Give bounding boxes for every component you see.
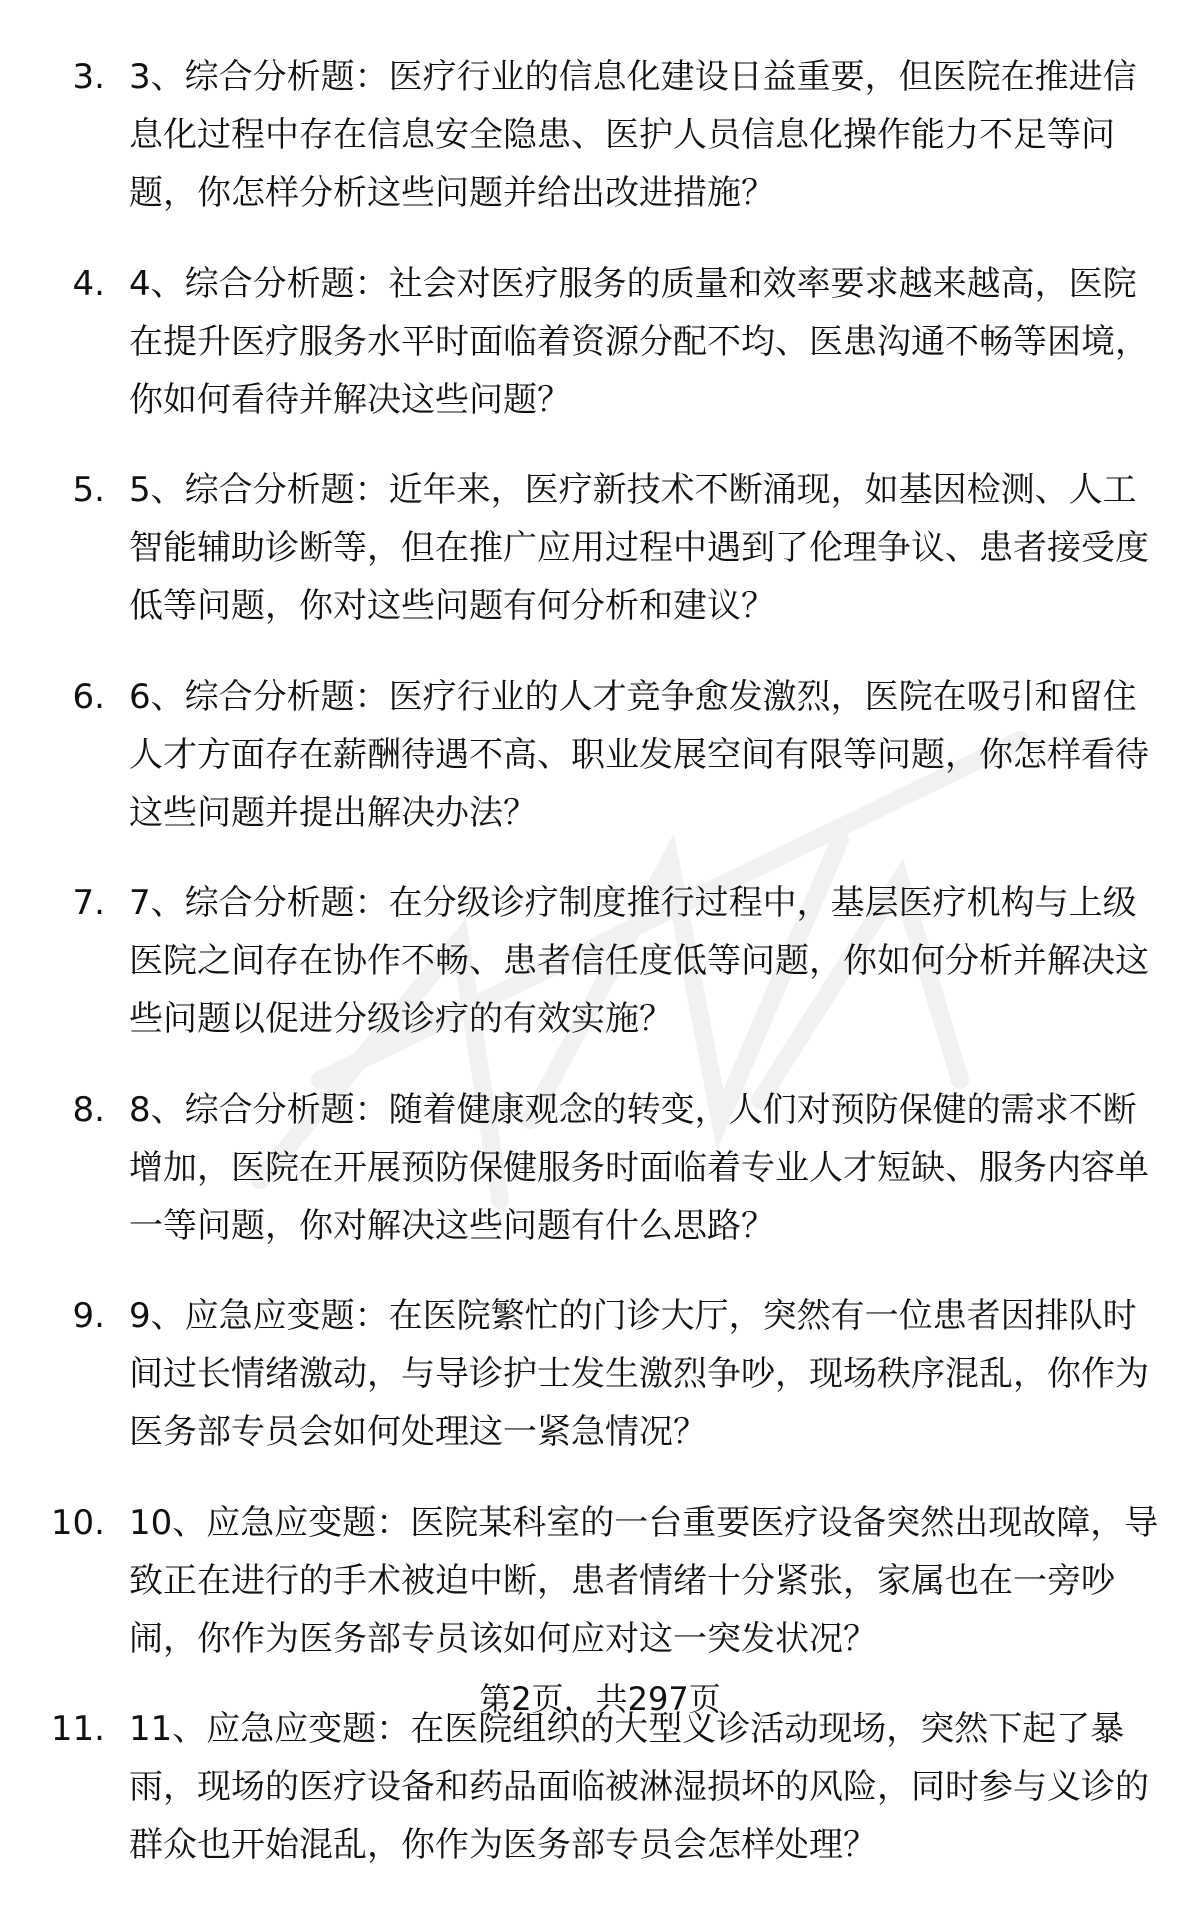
question-item xyxy=(0,48,1200,222)
question-text: 9、应急应变题：在医院繁忙的门诊大厅，突然有一位患者因排队时间过长情绪激动，与导诊护士发生激烈争吵，现场秩序混乱，你作为医务部专员会如何处理这一紧急情况？ xyxy=(129,1296,1149,1452)
question-item xyxy=(0,255,1200,429)
question-text: 11、应急应变题：在医院组织的大型义诊活动现场，突然下起了暴雨，现场的医疗设备和药品面临被淋湿损坏的风险，同时参与义诊的群众也开始混乱，你作为医务部专员会怎样处理？ xyxy=(129,1709,1149,1865)
question-item xyxy=(0,874,1200,1048)
question-number: 7. xyxy=(72,883,105,923)
question-text: 10、应急应变题：医院某科室的一台重要医疗设备突然出现故障，导致正在进行的手术被迫中断，患者情绪十分紧张，家属也在一旁吵闹，你作为医务部专员该如何应对这一突发状况？ xyxy=(129,1502,1159,1659)
question-number: 4. xyxy=(72,263,105,304)
question-number: 8. xyxy=(72,1089,105,1130)
question-number: 5. xyxy=(72,470,105,510)
question-list xyxy=(0,48,1200,1907)
question-item xyxy=(0,1700,1200,1874)
question-item xyxy=(0,668,1200,842)
question-number: 6. xyxy=(72,676,105,717)
question-number: 10. xyxy=(50,1502,105,1543)
question-number: 11. xyxy=(50,1709,105,1749)
question-text: 6、综合分析题：医疗行业的人才竞争愈发激烈，医院在吸引和留住人才方面存在薪酬待遇不高、职业发展空间有限等问题，你怎样看待这些问题并提出解决办法？ xyxy=(129,676,1149,833)
question-text: 8、综合分析题：随着健康观念的转变，人们对预防保健的需求不断增加，医院在开展预防保健服务时面临着专业人才短缺、服务内容单一等问题，你对解决这些问题有什么思路？ xyxy=(129,1089,1149,1246)
question-text: 7、综合分析题：在分级诊疗制度推行过程中，基层医疗机构与上级医院之间存在协作不畅、患者信任度低等问题，你如何分析并解决这些问题以促进分级诊疗的有效实施？ xyxy=(129,883,1149,1039)
question-number: 3. xyxy=(72,57,105,97)
question-number: 9. xyxy=(72,1296,105,1336)
question-text: 4、综合分析题：社会对医疗服务的质量和效率要求越来越高，医院在提升医疗服务水平时面临着资源分配不均、医患沟通不畅等困境，你如何看待并解决这些问题？ xyxy=(129,263,1149,420)
page-footer: 第2页，共297页 xyxy=(479,1680,721,1718)
question-item xyxy=(0,461,1200,635)
question-text: 3、综合分析题：医疗行业的信息化建设日益重要，但医院在推进信息化过程中存在信息安全隐患、医护人员信息化操作能力不足等问题，你怎样分析这些问题并给出改进措施？ xyxy=(129,57,1137,213)
question-item xyxy=(0,1494,1200,1668)
question-item xyxy=(0,1287,1200,1461)
question-item xyxy=(0,1081,1200,1255)
question-text: 5、综合分析题：近年来，医疗新技术不断涌现，如基因检测、人工智能辅助诊断等，但在推广应用过程中遇到了伦理争议、患者接受度低等问题，你对这些问题有何分析和建议？ xyxy=(129,470,1149,626)
